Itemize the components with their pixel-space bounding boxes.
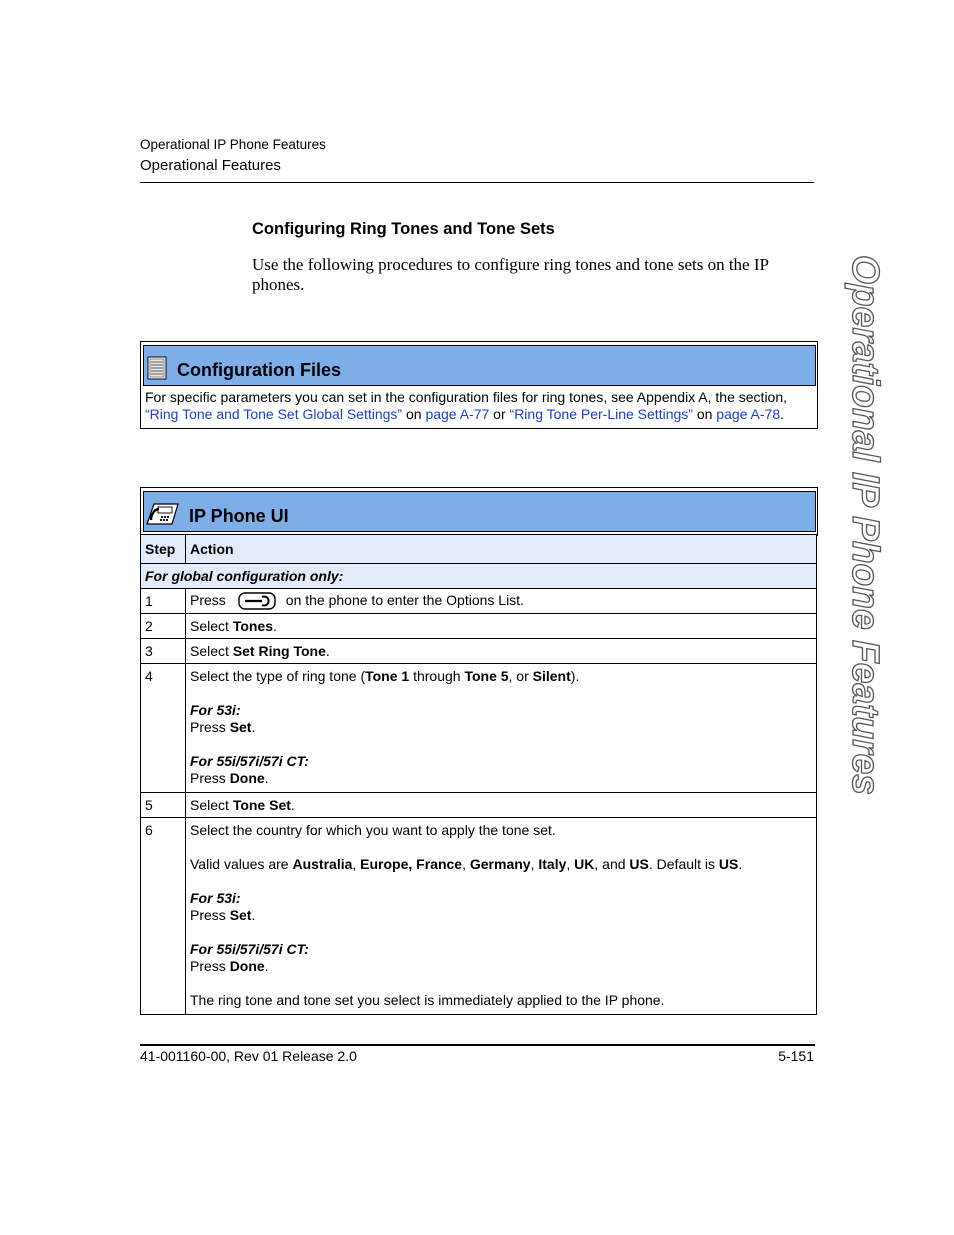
- footer-rule: [140, 1044, 815, 1046]
- link-page-a-77[interactable]: page A-77: [425, 406, 490, 422]
- step-text: ,: [352, 856, 361, 872]
- step-4-line: [190, 668, 812, 685]
- step-4-press-done: [190, 770, 812, 787]
- step-number: 6: [141, 818, 186, 1015]
- step-text: on the phone to enter the Options List.: [285, 591, 524, 608]
- config-text-intro: For specific parameters you can set in the configuration files for ring tones, see Appendix A, the section,: [145, 389, 788, 405]
- step-keyword: Set Ring Tone: [232, 643, 326, 659]
- step-text: Press: [190, 958, 230, 974]
- config-text-on-2: on: [692, 406, 717, 422]
- step-keyword: Tone Set: [232, 797, 291, 813]
- step-text: .: [273, 618, 277, 634]
- step-keyword: US: [718, 856, 739, 872]
- step-text: , or: [508, 668, 533, 684]
- step-keyword: Set: [229, 907, 252, 923]
- configuration-files-text: [145, 389, 813, 423]
- step-text: Select: [190, 618, 233, 634]
- config-text-end: .: [780, 406, 785, 422]
- table-row: [141, 818, 817, 1015]
- step-action: [186, 793, 817, 818]
- step-text: Select the type of ring tone (: [190, 668, 366, 684]
- model-label: For 55i/57i/57i CT:: [190, 941, 309, 957]
- step-keyword: Set: [229, 719, 252, 735]
- step-text: Press: [190, 907, 230, 923]
- table-row: [141, 614, 817, 639]
- step-text: . Default is: [648, 856, 719, 872]
- step-text: Press: [190, 719, 230, 735]
- config-text-on: on: [402, 406, 426, 422]
- step-text: Press: [190, 591, 226, 608]
- step-keyword: Australia: [292, 856, 353, 872]
- step-6-valid-values: [190, 856, 812, 873]
- ip-phone-ui-band: [143, 491, 816, 532]
- section-intro: Use the following procedures to configure ring tones and tone sets on the IP phones.: [252, 255, 769, 294]
- global-config-label: For global configuration only:: [141, 564, 817, 589]
- step-action: [186, 664, 817, 793]
- table-row: [141, 664, 817, 793]
- section-title: Configuring Ring Tones and Tone Sets: [252, 220, 555, 238]
- step-text: Valid values are: [190, 856, 293, 872]
- steps-table: [140, 534, 817, 1015]
- table-row: [141, 639, 817, 664]
- model-label: For 53i:: [190, 890, 241, 906]
- step-text: ).: [570, 668, 580, 684]
- table-row: [141, 589, 817, 614]
- step-keyword: UK: [574, 856, 595, 872]
- step-keyword: Germany: [469, 856, 531, 872]
- options-key-icon: [238, 592, 276, 610]
- step-text: through: [409, 668, 465, 684]
- footer-doc-id: 41-001160-00, Rev 01 Release 2.0: [140, 1048, 357, 1064]
- header-rule: [140, 182, 814, 183]
- step-text: Select: [190, 643, 233, 659]
- ip-phone-ui-title: IP Phone UI: [189, 506, 289, 526]
- step-action: [186, 589, 817, 614]
- step-number: 5: [141, 793, 186, 818]
- step-number: 4: [141, 664, 186, 793]
- step-keyword: Italy: [538, 856, 567, 872]
- step-number: 3: [141, 639, 186, 664]
- step-keyword: Silent: [532, 668, 571, 684]
- global-config-row: [141, 564, 817, 589]
- step-text: .: [251, 907, 256, 923]
- step-text: .: [251, 719, 256, 735]
- step-keyword: Tone 5: [464, 668, 509, 684]
- side-title: [825, 255, 886, 807]
- table-row: [141, 793, 817, 818]
- step-6-press-set: [190, 907, 812, 924]
- step-keyword: US: [629, 856, 649, 872]
- step-4-press-set: [190, 719, 812, 736]
- table-header-row: [141, 535, 817, 564]
- configuration-files-title: Configuration Files: [177, 360, 341, 380]
- step-action: [186, 639, 817, 664]
- step-6-note: The ring tone and tone set you select is immediately applied to the IP phone.: [190, 992, 665, 1008]
- step-keyword: Europe, France: [360, 856, 463, 872]
- step-keyword: Tone 1: [365, 668, 410, 684]
- step-keyword: Done: [229, 770, 265, 786]
- model-label: For 55i/57i/57i CT:: [190, 753, 309, 769]
- step-text: ,: [566, 856, 575, 872]
- model-label: For 53i:: [190, 702, 241, 718]
- step-action: [186, 614, 817, 639]
- configuration-files-band: [143, 345, 816, 386]
- link-page-a-78[interactable]: page A-78: [716, 406, 781, 422]
- column-header-action: Action: [186, 535, 817, 564]
- step-action: [186, 818, 817, 1015]
- step-text: .: [738, 856, 743, 872]
- step-text: .: [290, 797, 295, 813]
- running-header-section: Operational Features: [140, 157, 281, 174]
- step-text: ,: [530, 856, 539, 872]
- step-keyword: Tones: [232, 618, 274, 634]
- side-title-text: Operational IP Phone Features: [844, 255, 886, 807]
- document-icon: [147, 356, 167, 380]
- phone-icon: [145, 500, 181, 526]
- link-ring-tone-per-line-settings[interactable]: “Ring Tone Per-Line Settings”: [509, 406, 693, 422]
- footer-page-number: 5-151: [778, 1048, 814, 1064]
- step-6-line: Select the country for which you want to apply the tone set.: [190, 822, 556, 838]
- step-6-press-done: [190, 958, 812, 975]
- step-text: .: [264, 958, 269, 974]
- step-text: Select: [190, 797, 233, 813]
- config-text-or: or: [489, 406, 510, 422]
- running-header-chapter: Operational IP Phone Features: [140, 137, 326, 152]
- step-text: , and: [594, 856, 630, 872]
- step-text: Press: [190, 770, 230, 786]
- column-header-step: Step: [141, 535, 186, 564]
- step-number: 1: [141, 589, 186, 614]
- step-text: ,: [462, 856, 470, 872]
- step-number: 2: [141, 614, 186, 639]
- link-ring-tone-global-settings[interactable]: “Ring Tone and Tone Set Global Settings”: [145, 406, 403, 422]
- step-text: .: [325, 643, 330, 659]
- step-keyword: Done: [229, 958, 265, 974]
- step-text: .: [264, 770, 269, 786]
